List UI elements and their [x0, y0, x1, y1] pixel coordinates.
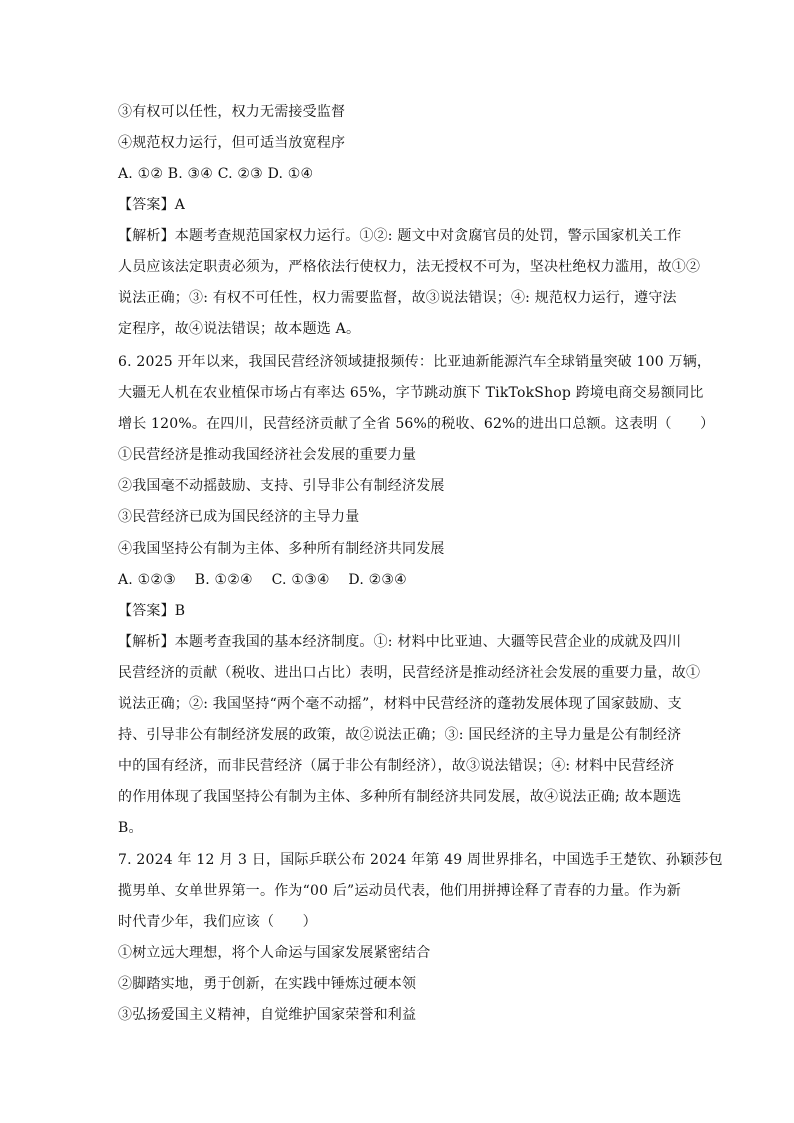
option-line: ④我国坚持公有制为主体、多种所有制经济共同发展: [118, 541, 445, 557]
question-line: 大疆无人机在农业植保市场占有率达 65%，字节跳动旗下 TikTokShop 跨境电商交易额同比: [118, 385, 704, 401]
analysis-line: 中的国有经济，而非民营经济（属于非公有制经济），故③说法错误；④: 材料中民营经济: [118, 758, 675, 774]
option-line: ②我国毫不动摇鼓励、支持、引导非公有制经济发展: [118, 478, 445, 494]
question-line: 揽男单、女单世界第一。作为“00 后”运动员代表，他们用拼搏诠释了青春的力量。作为新: [118, 883, 681, 899]
analysis-line: 【解析】本题考查规范国家权力运行。①②: 题文中对贪腐官员的处罚，警示国家机关工作: [118, 228, 682, 244]
analysis-line: 民营经济的贡献（税收、进出口占比）表明，民营经济是推动经济社会发展的重要力量，故①: [118, 665, 701, 681]
option-line: ③弘扬爱国主义精神，自觉维护国家荣誉和利益: [118, 1007, 417, 1023]
analysis-line: B。: [118, 820, 143, 836]
answer-line: 【答案】B: [118, 603, 186, 619]
question-line: 增长 120%。在四川，民营经济贡献了全省 56%的税收、62%的进出口总额。这表明（ ）: [118, 416, 715, 432]
option-line: ③有权可以任性，权力无需接受监督: [118, 104, 346, 120]
option-line: ②脚踏实地，勇于创新，在实践中锤炼过硬本领: [118, 976, 417, 992]
question-line: 7. 2024 年 12 月 3 日，国际乒联公布 2024 年第 49 周世界排名，中国选手王楚钦、孙颖莎包: [118, 852, 723, 868]
choices-line: A. ①②③ B. ①②④ C. ①③④ D. ②③④: [118, 572, 407, 588]
analysis-line: 说法正确；③: 有权不可任性，权力需要监督，故③说法错误；④: 规范权力运行，遵守法: [118, 290, 677, 306]
analysis-line: 说法正确；②: 我国坚持“两个毫不动摇”，材料中民营经济的蓬勃发展体现了国家鼓励、支: [118, 696, 682, 712]
option-line: ③民营经济已成为国民经济的主导力量: [118, 509, 360, 525]
question-line: 时代青少年，我们应该（ ）: [118, 914, 317, 930]
analysis-line: 持、引导非公有制经济发展的政策，故②说法正确；③: 国民经济的主导力量是公有制经济: [118, 727, 682, 743]
analysis-line: 【解析】本题考查我国的基本经济制度。①: 材料中比亚迪、大疆等民营企业的成就及四川: [118, 634, 682, 650]
analysis-line: 的作用体现了我国坚持公有制为主体、多种所有制经济共同发展，故④说法正确; 故本题选: [118, 789, 682, 805]
option-line: ①树立远大理想，将个人命运与国家发展紧密结合: [118, 945, 431, 961]
option-line: ①民营经济是推动我国经济社会发展的重要力量: [118, 447, 417, 463]
option-line: ④规范权力运行，但可适当放宽程序: [118, 135, 346, 151]
analysis-line: 定程序，故④说法错误；故本题选 A。: [118, 321, 361, 337]
choices-line: A. ①② B. ③④ C. ②③ D. ①④: [118, 166, 314, 182]
question-line: 6. 2025 开年以来，我国民营经济领域捷报频传：比亚迪新能源汽车全球销量突破 100 万辆，: [118, 354, 712, 370]
answer-line: 【答案】A: [118, 197, 186, 213]
analysis-line: 人员应该法定职责必须为，严格依法行使权力，法无授权不可为，坚决杜绝权力滥用，故①②: [118, 259, 701, 275]
